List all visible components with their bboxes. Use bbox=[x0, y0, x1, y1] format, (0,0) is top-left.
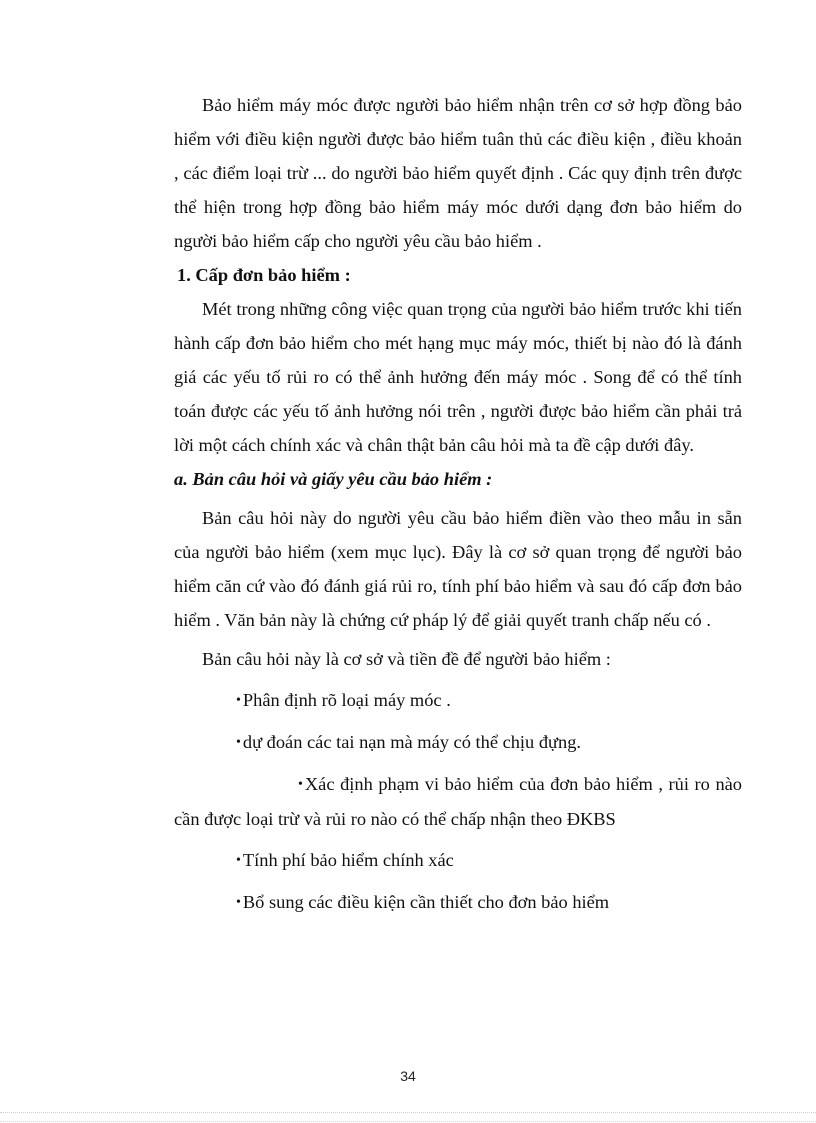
list-item-text: dự đoán các tai nạn mà máy có thể chịu đựng. bbox=[242, 732, 581, 752]
page-number: 34 bbox=[400, 1068, 416, 1084]
list-item-text: Phân định rõ loại máy móc . bbox=[242, 690, 451, 710]
bullet-icon: • bbox=[236, 693, 241, 708]
bullet-icon: • bbox=[236, 735, 241, 750]
bullet-icon: • bbox=[298, 777, 303, 792]
bullet-icon: • bbox=[236, 853, 241, 868]
bullet-icon: • bbox=[236, 895, 241, 910]
page-bottom-rule bbox=[0, 1112, 816, 1113]
list-item bbox=[174, 683, 742, 718]
page-bottom-rule-secondary bbox=[0, 1121, 816, 1122]
page-body bbox=[174, 88, 742, 920]
list-item bbox=[174, 767, 742, 836]
list-intro: Bản câu hỏi này là cơ sở và tiền đề để người bảo hiểm : bbox=[202, 649, 611, 669]
subsection-heading: a. Bản câu hỏi và giấy yêu cầu bảo hiểm : bbox=[174, 469, 493, 489]
list-item-text: Xác định phạm vi bảo hiểm của đơn bảo hiểm , rủi ro nào cần được loại trừ và rủi ro nào có thể chấp nhận theo ĐKBS bbox=[174, 774, 742, 829]
list-item bbox=[174, 885, 742, 920]
intro-paragraph: Bảo hiểm máy móc được người bảo hiểm nhận trên cơ sở hợp đồng bảo hiểm với điều kiện người được bảo hiểm tuân thủ các điều kiện , điều khoản , các điểm loại trừ ... do người bảo hiểm quyết định . Các quy định trên được thể hiện trong hợp đồng bảo hiểm máy móc dưới dạng đơn bảo hiểm do người bảo hiểm cấp cho người yêu cầu bảo hiểm . bbox=[174, 95, 742, 251]
section-paragraph: Mét trong những công việc quan trọng của người bảo hiểm trước khi tiến hành cấp đơn bảo hiểm cho mét hạng mục máy móc, thiết bị nào đó là đánh giá các yếu tố rủi ro có thể ảnh hưởng đến máy móc . Song để có thể tính toán được các yếu tố ảnh hưởng nói trên , người được bảo hiểm cần phải trả lời một cách chính xác và chân thật bản câu hỏi mà ta đề cập dưới đây. bbox=[174, 299, 742, 455]
list-item bbox=[174, 725, 742, 760]
section-heading: 1. Cấp đơn bảo hiểm : bbox=[177, 265, 351, 285]
subsection-paragraph: Bản câu hỏi này do người yêu cầu bảo hiểm điền vào theo mẫu in sẵn của người bảo hiểm (xem mục lục). Đây là cơ sở quan trọng để người bảo hiểm căn cứ vào đó đánh giá rủi ro, tính phí bảo hiểm và sau đó cấp đơn bảo hiểm . Văn bản này là chứng cứ pháp lý để giải quyết tranh chấp nếu có . bbox=[174, 508, 742, 630]
list-item bbox=[174, 843, 742, 878]
list-item-text: Tính phí bảo hiểm chính xác bbox=[242, 850, 454, 870]
list-item-text: Bổ sung các điều kiện cần thiết cho đơn bảo hiểm bbox=[242, 892, 610, 912]
